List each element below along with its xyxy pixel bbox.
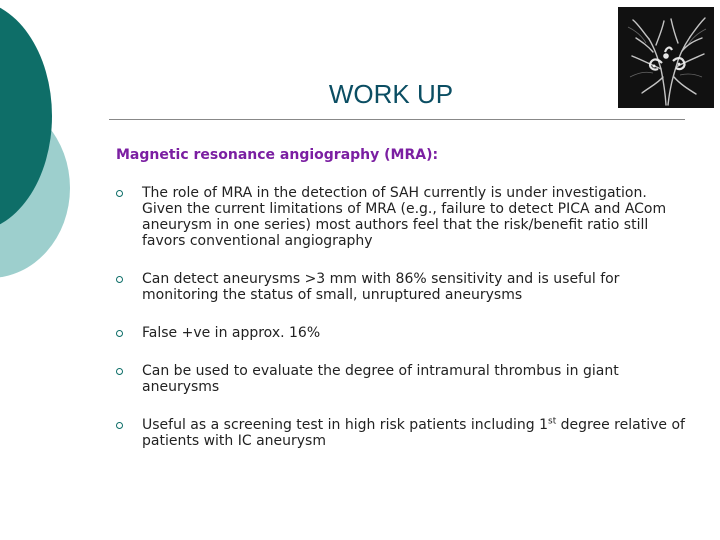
bullet-text: [142, 417, 690, 449]
bullet-text: Can detect aneurysms >3 mm with 86% sensitivity and is useful for monitoring the status of small, unruptured aneurysms: [142, 271, 620, 303]
bullet-text-before: Useful as a screening test in high risk patients including 1: [142, 417, 548, 433]
bullet-item-4: [116, 363, 690, 395]
angiography-thumbnail: [618, 7, 714, 108]
bullet-text: The role of MRA in the detection of SAH currently is under investigation. Given the current limitations of MRA (e.g., failure to detect PICA and ACom aneurysm in one series) most authors feel that the risk/benefit ratio still favors conventional angiography: [142, 185, 667, 249]
hollow-bullet-icon: [116, 330, 123, 337]
bullet-list: [116, 185, 690, 471]
bullet-item-2: [116, 271, 690, 303]
bullet-text: False +ve in approx. 16%: [142, 325, 321, 341]
bullet-item-1: [116, 185, 690, 249]
bullet-text: Can be used to evaluate the degree of intramural thrombus in giant aneurysms: [142, 363, 619, 395]
hollow-bullet-icon: [116, 368, 123, 375]
slide-title: WORK UP: [328, 79, 454, 109]
section-subheading: Magnetic resonance angiography (MRA):: [116, 147, 439, 163]
hollow-bullet-icon: [116, 190, 123, 197]
bullet-text-after: degree relative of patients with IC aneurysm: [142, 417, 685, 449]
bullet-superscript: st: [548, 416, 557, 427]
hollow-bullet-icon: [116, 276, 123, 283]
title-divider: [109, 119, 685, 120]
bullet-item-5: [116, 417, 690, 449]
hollow-bullet-icon: [116, 422, 123, 429]
bullet-item-3: [116, 325, 690, 341]
angiography-image: [618, 7, 714, 108]
